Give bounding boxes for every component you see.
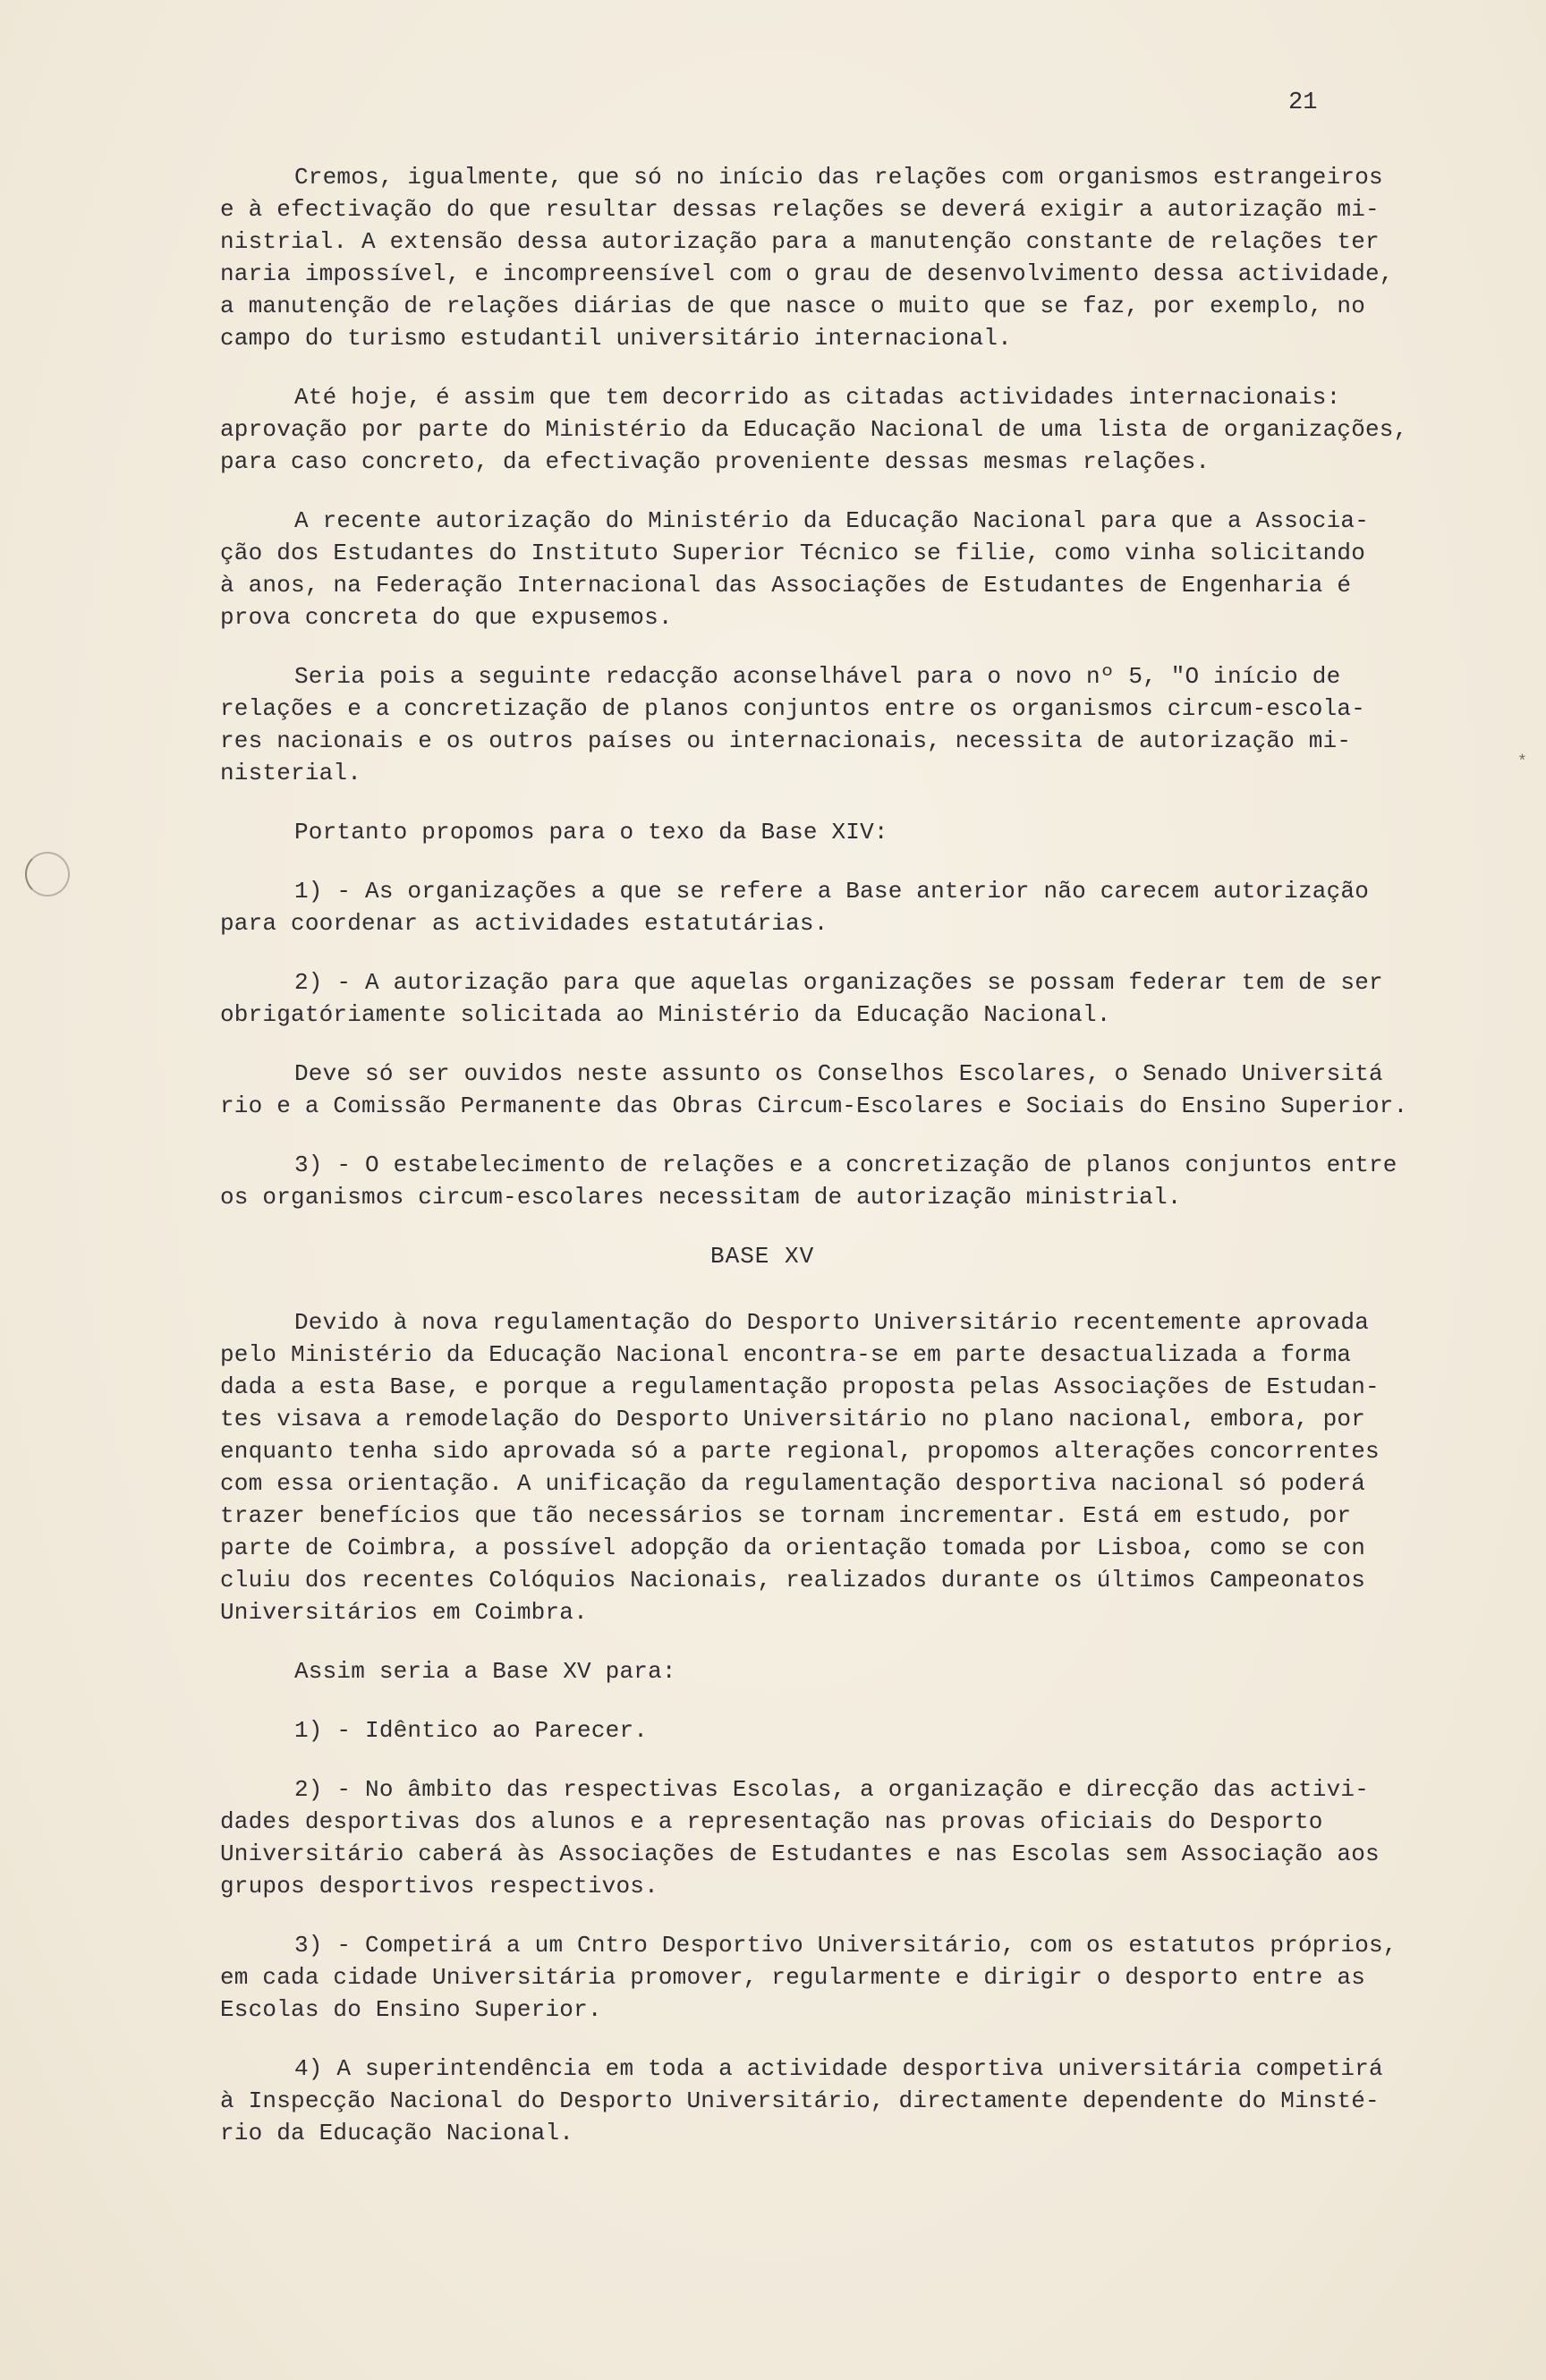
paragraph: A recente autorização do Ministério da Educação Nacional para que a Associa- ção dos Estudantes do Instituto Superior Técnico se filie, como vinha solicitando à anos, na Federação Internacional das Associações de Estudantes de Engenharia é prova concreta do que expusemos. — [220, 507, 1369, 631]
list-item-base-xiv-1: 1) - As organizações a que se refere a Base anterior não carecem autorização para coordenar as actividades estatutárias. — [220, 878, 1369, 937]
paragraph: Portanto propomos para o texo da Base XIV: — [294, 819, 888, 846]
page-number: 21 — [1288, 89, 1318, 116]
list-item-base-xv-4: 4) A superintendência em toda a actividade desportiva universitária competirá à Inspecção Nacional do Desporto Universitário, directamente dependente do Minsté- rio da Educação Nacional. — [220, 2055, 1383, 2146]
list-item-base-xiv-2: 2) - A autorização para que aquelas organizações se possam federar tem de ser obrigatóriamente solicitada ao Ministério da Educação Nacional. — [220, 969, 1383, 1028]
paragraph: Seria pois a seguinte redacção aconselhável para o novo nº 5, "O início de relações e a concretização de planos conjuntos entre os organismos circum-escola- res nacionais e os outros países ou internacionais, necessita de autorização mi- nisterial. — [220, 663, 1366, 786]
margin-asterisk: * — [1517, 753, 1527, 771]
list-item-base-xv-2: 2) - No âmbito das respectivas Escolas, a organização e direcção das activi- dades desportivas dos alunos e a representação nas provas oficiais do Desporto Universitário caberá às Associações de Estudantes e nas Escolas sem Associação aos grupos desportivos respectivos. — [220, 1776, 1380, 1900]
paragraph: Assim seria a Base XV para: — [294, 1658, 676, 1685]
document-body — [220, 161, 1473, 2176]
paragraph: Deve só ser ouvidos neste assunto os Conselhos Escolares, o Senado Universitá rio e a Comissão Permanente das Obras Circum-Escolares e Sociais do Ensino Superior. — [220, 1060, 1408, 1119]
paragraph: Até hoje, é assim que tem decorrido as citadas actividades internacionais: aprovação por parte do Ministério da Educação Nacional de uma lista de organizações, para caso concreto, da efectivação proveniente dessas mesmas relações. — [220, 384, 1408, 475]
list-item-base-xiv-3: 3) - O estabelecimento de relações e a concretização de planos conjuntos entre os organismos circum-escolares necessitam de autorização ministrial. — [220, 1152, 1397, 1211]
paragraph: Devido à nova regulamentação do Desporto Universitário recentemente aprovada pelo Ministério da Educação Nacional encontra-se em parte desactualizada a forma dada a esta Base, e porque a regulamentação proposta pelas Associações de Estudan- tes visava a remodelação do Desporto Universitário no plano nacional, embora, por enquanto tenha sido aprovada só a parte regional, propomos alterações concorrentes com essa orientação. A unificação da regulamentação desportiva nacional só poderá trazer benefícios que tão necessários se tornam incrementar. Está em estudo, por parte de Coimbra, a possível adopção da orientação tomada por Lisboa, como se con cluiu dos recentes Colóquios Nacionais, realizados durante os últimos Campeonatos Universitários em Coimbra. — [220, 1309, 1380, 1626]
list-item-base-xv-3: 3) - Competirá a um Cntro Desportivo Universitário, com os estatutos próprios, em cada cidade Universitária promover, regularmente e dirigir o desporto entre as Escolas do Ensino Superior. — [220, 1932, 1397, 2023]
punch-hole-mark — [25, 852, 70, 897]
list-item-base-xv-1: 1) - Idêntico ao Parecer. — [294, 1717, 649, 1744]
section-heading-base-xv: BASE XV — [710, 1243, 815, 1270]
paragraph: Cremos, igualmente, que só no início das relações com organismos estrangeiros e à efectivação do que resultar dessas relações se deverá exigir a autorização mi- nistrial. A extensão dessa autorização para a manutenção constante de relações ter naria impossível, e incompreensível com o grau de desenvolvimento dessa actividade, a manutenção de relações diárias de que nasce o muito que se faz, por exemplo, no campo do turismo estudantil universitário internacional. — [220, 164, 1394, 352]
